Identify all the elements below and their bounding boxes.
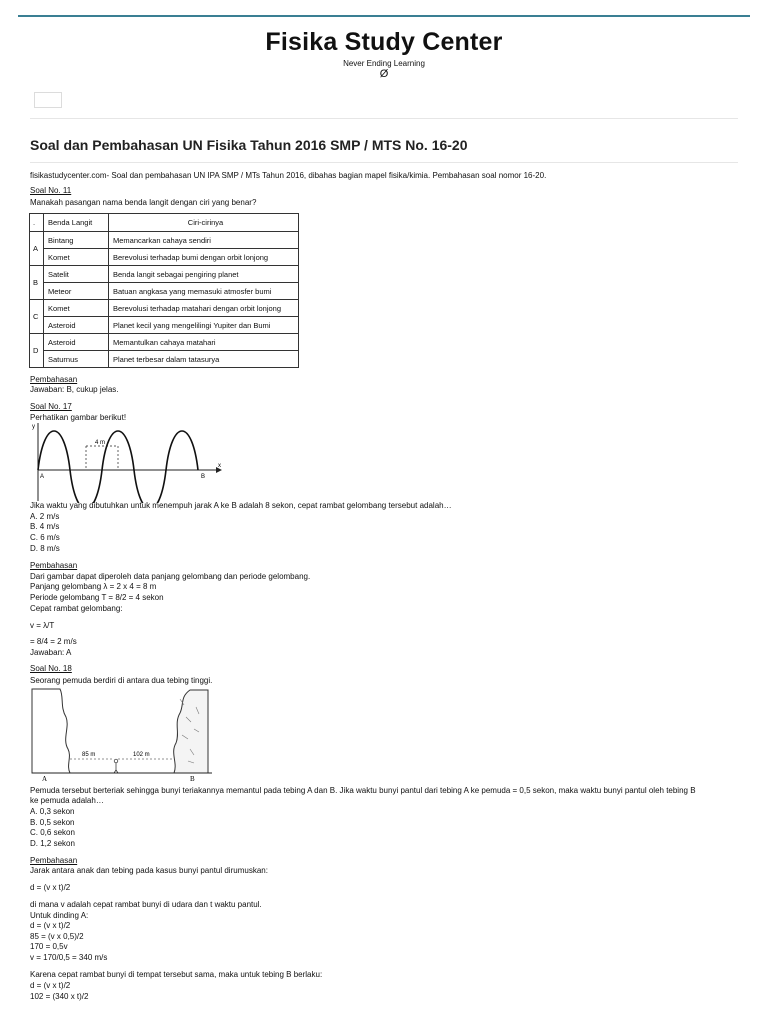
discussion-line: 170 = 0,5v [30, 942, 68, 951]
table-cell: Memantulkan cahaya matahari [109, 334, 299, 351]
celestial-table [29, 213, 299, 368]
point-b-label: B [201, 474, 206, 480]
question-prompt: Seorang pemuda berdiri di antara dua tebing tinggi. [30, 676, 213, 685]
site-title[interactable]: Fisika Study Center [265, 28, 503, 56]
site-tagline: Never Ending Learning [343, 59, 425, 68]
discussion-line: Periode gelombang T = 8/2 = 4 sekon [30, 593, 164, 602]
post-title: Soal dan Pembahasan UN Fisika Tahun 2016 SMP / MTS No. 16-20 [30, 137, 468, 153]
distance-label-right: 102 m [133, 752, 150, 758]
discussion-line: = 8/4 = 2 m/s [30, 637, 77, 646]
divider [30, 118, 738, 119]
answer-option: D. 1,2 sekon [30, 839, 75, 848]
table-cell: Batuan angkasa yang memasuki atmosfer bumi [109, 283, 299, 300]
table-cell: Memancarkan cahaya sendiri [109, 232, 299, 249]
option-letter: D [30, 334, 44, 368]
discussion-line: 102 = (340 x t)/2 [30, 992, 89, 1001]
discussion-heading: Pembahasan [30, 375, 78, 384]
divider [30, 162, 738, 163]
person-icon [114, 759, 118, 763]
discussion-heading: Pembahasan [30, 561, 78, 570]
table-row [30, 351, 299, 368]
question-text: Manakah pasangan nama benda langit dengan ciri yang benar? [30, 198, 257, 207]
table-cell: Satelit [44, 266, 109, 283]
table-header-cell: Ciri-cirinya [109, 214, 299, 232]
search-input[interactable] [34, 92, 62, 108]
table-cell: Asteroid [44, 317, 109, 334]
table-header-row [30, 214, 299, 232]
question-heading: Soal No. 18 [30, 664, 72, 673]
discussion-line: v = λ/T [30, 621, 55, 630]
answer-option: C. 6 m/s [30, 533, 60, 542]
table-header-cell: Benda Langit [44, 214, 109, 232]
table-cell: Bintang [44, 232, 109, 249]
question-heading: Soal No. 17 [30, 402, 72, 411]
table-cell: Berevolusi terhadap bumi dengan orbit lonjong [109, 249, 299, 266]
answer-option: B. 4 m/s [30, 522, 60, 531]
cliff-a-label: A [42, 775, 48, 783]
cliff-figure [30, 687, 215, 783]
discussion-line: Jarak antara anak dan tebing pada kasus bunyi pantul dirumuskan: [30, 866, 268, 875]
question-text: Jika waktu yang dibutuhkan untuk menempuh jarak A ke B adalah 8 sekon, cepat rambat gelombang tersebut adalah… [30, 501, 452, 510]
question-text: ke pemuda adalah… [30, 796, 104, 805]
answer-option: D. 8 m/s [30, 544, 60, 553]
top-accent-line [18, 15, 750, 17]
point-a-label: A [40, 474, 45, 480]
table-cell: Planet kecil yang mengelilingi Yupiter dan Bumi [109, 317, 299, 334]
table-cell: Benda langit sebagai pengiring planet [109, 266, 299, 283]
question-heading: Soal No. 11 [30, 186, 72, 195]
table-cell: Meteor [44, 283, 109, 300]
table-cell: Komet [44, 249, 109, 266]
answer-text: Jawaban: B, cukup jelas. [30, 385, 119, 394]
cliff-a [32, 689, 70, 773]
cliff-b-label: B [190, 775, 195, 783]
answer-option: A. 2 m/s [30, 512, 60, 521]
table-cell: Berevolusi terhadap matahari dengan orbit lonjong [109, 300, 299, 317]
menu-toggle-icon[interactable]: Ø [379, 68, 389, 80]
discussion-line: d = (v x t)/2 [30, 883, 71, 892]
option-letter: A [30, 232, 44, 266]
post-intro: fisikastudycenter.com- Soal dan pembahasan UN IPA SMP / MTs Tahun 2016, dibahas bagian mapel fisika/kimia. Pembahasan soal nomor 16-20. [30, 171, 547, 180]
table-row [30, 249, 299, 266]
discussion-line: v = 170/0,5 = 340 m/s [30, 953, 108, 962]
table-cell: Komet [44, 300, 109, 317]
answer-option: C. 0,6 sekon [30, 828, 75, 837]
discussion-line: Karena cepat rambat bunyi di tempat tersebut sama, maka untuk tebing B berlaku: [30, 970, 323, 979]
option-letter: C [30, 300, 44, 334]
table-row [30, 317, 299, 334]
discussion-line: 85 = (v x 0,5)/2 [30, 932, 84, 941]
y-axis-label: y [32, 424, 35, 430]
question-prompt: Perhatikan gambar berikut! [30, 413, 127, 422]
option-letter: B [30, 266, 44, 300]
table-row [30, 300, 299, 317]
wave-figure [30, 421, 230, 503]
table-row [30, 266, 299, 283]
x-axis-label: x [218, 463, 221, 469]
dimension-label: 4 m [95, 440, 106, 446]
table-row [30, 283, 299, 300]
table-row [30, 334, 299, 351]
answer-option: A. 0,3 sekon [30, 807, 75, 816]
discussion-line: d = (v x t)/2 [30, 921, 71, 930]
table-cell: Planet terbesar dalam tatasurya [109, 351, 299, 368]
cliff-b [174, 690, 208, 773]
table-cell: Saturnus [44, 351, 109, 368]
question-text: Pemuda tersebut berteriak sehingga bunyi teriakannya memantul pada tebing A dan B. Jika waktu bunyi pantul dari tebing A ke pemuda = 0,5 sekon, maka waktu bunyi pantul oleh tebing B [30, 786, 696, 795]
discussion-line: Cepat rambat gelombang: [30, 604, 123, 613]
discussion-line: Jawaban: A [30, 648, 72, 657]
discussion-line: Untuk dinding A: [30, 911, 89, 920]
table-header-cell: . [30, 214, 44, 232]
discussion-heading: Pembahasan [30, 856, 78, 865]
table-cell: Asteroid [44, 334, 109, 351]
answer-option: B. 0,5 sekon [30, 818, 75, 827]
discussion-line: Dari gambar dapat diperoleh data panjang gelombang dan periode gelombang. [30, 572, 311, 581]
discussion-line: Panjang gelombang λ = 2 x 4 = 8 m [30, 582, 157, 591]
discussion-line: di mana v adalah cepat rambat bunyi di udara dan t waktu pantul. [30, 900, 262, 909]
discussion-line: d = (v x t)/2 [30, 981, 71, 990]
distance-label-left: 85 m [82, 752, 96, 758]
table-row [30, 232, 299, 249]
